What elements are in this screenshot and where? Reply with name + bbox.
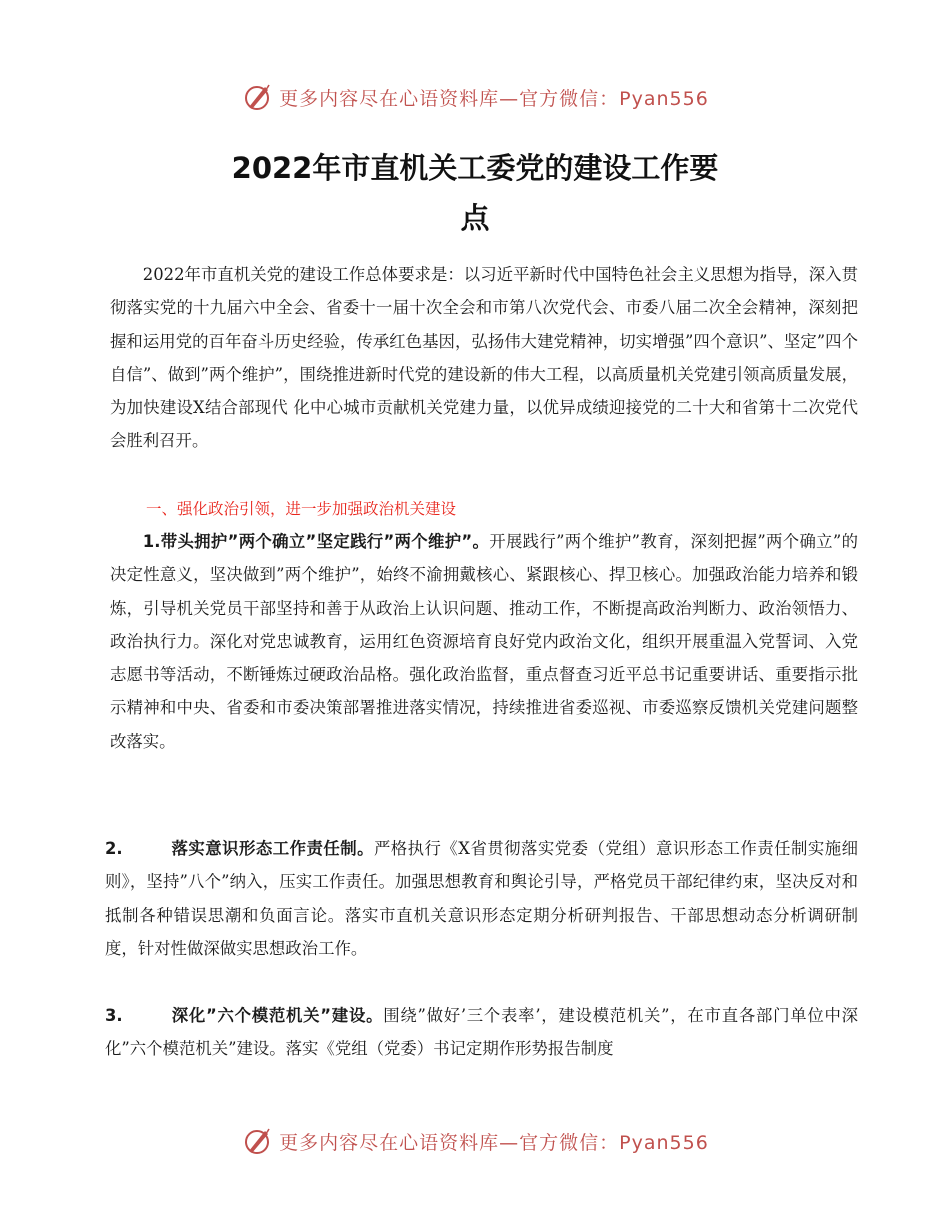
- item-3-number: 3.: [105, 1006, 123, 1025]
- section-heading-1: 一、强化政治引领，进一步加强政治机关建设: [146, 500, 457, 518]
- quill-pen-seal-icon: [241, 1125, 273, 1157]
- item-3-paragraph: [105, 999, 858, 1066]
- item-2-paragraph: [105, 832, 858, 965]
- quill-pen-seal-icon: [241, 81, 273, 113]
- item-2-body: 严格执行《X省贯彻落实党委（党组）意识形态工作责任制实施细则》，坚持”八个”纳入，压实工作责任。加强思想教育和舆论引导，严格党员干部纪律约束，坚决反对和抵制各种错误思潮和负面言论。落实市直机关意识形态定期分析研判报告、干部思想动态分析调研制度，针对性做深做实思想政治工作。: [105, 839, 858, 958]
- document-title-line2: 点: [460, 201, 490, 235]
- item-3-lead: 深化”六个模范机关”建设。: [171, 1006, 384, 1025]
- watermark-text: 更多内容尽在心语资料库—官方微信：Pyan556: [279, 1131, 709, 1154]
- item-1-lead: 1.带头拥护”两个确立”坚定践行”两个维护”。: [142, 532, 490, 551]
- intro-paragraph: 2022年市直机关党的建设工作总体要求是：以习近平新时代中国特色社会主义思想为指导，深入贯彻落实党的十九届六中全会、省委十一届十次全会和市第八次党代会、市委八届二次全会精神，深刻把握和运用党的百年奋斗历史经验，传承红色基因，弘扬伟大建党精神，切实增强”四个意识”、坚定”四个自信”、做到”两个维护”，围绕推进新时代党的建设新的伟大工程，以高质量机关党建引领高质量发展，为加快建设X结合部现代 化中心城市贡献机关党建力量，以优异成绩迎接党的二十大和省第十二次党代会胜利召开。: [110, 265, 858, 451]
- watermark-text: 更多内容尽在心语资料库—官方微信：Pyan556: [279, 87, 709, 110]
- item-1-body: 开展践行”两个维护”教育，深刻把握”两个确立”的决定性意义，坚决做到”两个维护”，始终不渝拥戴核心、紧跟核心、捍卫核心。加强政治能力培养和锻炼，引导机关党员干部坚持和善于从政治上认识问题、推动工作，不断提高政治判断力、政治领悟力、政治执行力。深化对党忠诚教育，运用红色资源培育良好党内政治文化，组织开展重温入党誓词、入党志愿书等活动，不断锤炼过硬政治品格。强化政治监督，重点督查习近平总书记重要讲话、重要指示批示精神和中央、省委和市委决策部署推进落实情况，持续推进省委巡视、市委巡察反馈机关党建问题整改落实。: [110, 532, 858, 751]
- document-title-line1: 2022年市直机关工委党的建设工作要: [231, 151, 719, 185]
- item-1-paragraph: [110, 525, 858, 758]
- item-2-lead: 落实意识形态工作责任制。: [171, 839, 374, 858]
- watermark-banner-top: [0, 77, 950, 117]
- item-2-number: 2.: [105, 839, 123, 858]
- item-3-body: 围绕”做好’三个表率’，建设模范机关”，在市直各部门单位中深化”六个模范机关”建设。落实《党组（党委）书记定期作形势报告制度: [105, 1006, 858, 1059]
- watermark-banner-bottom: [0, 1121, 950, 1161]
